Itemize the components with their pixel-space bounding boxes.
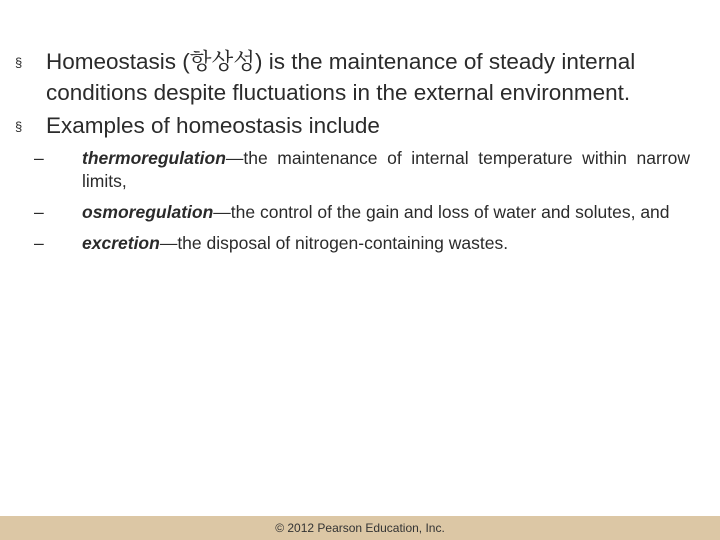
bullet-text: Homeostasis (항상성) is the maintenance of steady internal conditions despite fluctuations in the external environment. [46,49,636,105]
dash-bullet-icon: – [34,148,44,168]
square-bullet-icon: § [15,119,23,134]
sub-bullet-item-thermoregulation [34,147,690,193]
dash-bullet-icon: – [34,233,44,253]
term-osmoregulation: osmoregulation [82,202,214,222]
sub-bullet-text: —the disposal of nitrogen-containing wastes. [159,233,509,253]
term-thermoregulation: thermoregulation [82,148,226,168]
term-excretion: excretion [82,233,160,253]
copyright-text: © 2012 Pearson Education, Inc. [275,521,445,535]
bullet-text: Examples of homeostasis include [46,113,380,138]
sub-bullet-text: —the maintenance of internal temperature within narrow limits, [82,148,690,191]
bullet-item-homeostasis-definition [15,46,696,108]
sub-bullet-text: —the control of the gain and loss of water and solutes, and [213,202,670,222]
bullet-item-examples [15,110,696,141]
sub-bullet-list [0,147,720,255]
sub-bullet-item-excretion [34,232,690,255]
dash-bullet-icon: – [34,202,44,222]
square-bullet-icon: § [15,55,23,70]
footer-bar [0,516,720,540]
bullet-list [0,46,720,263]
sub-bullet-item-osmoregulation [34,201,690,224]
